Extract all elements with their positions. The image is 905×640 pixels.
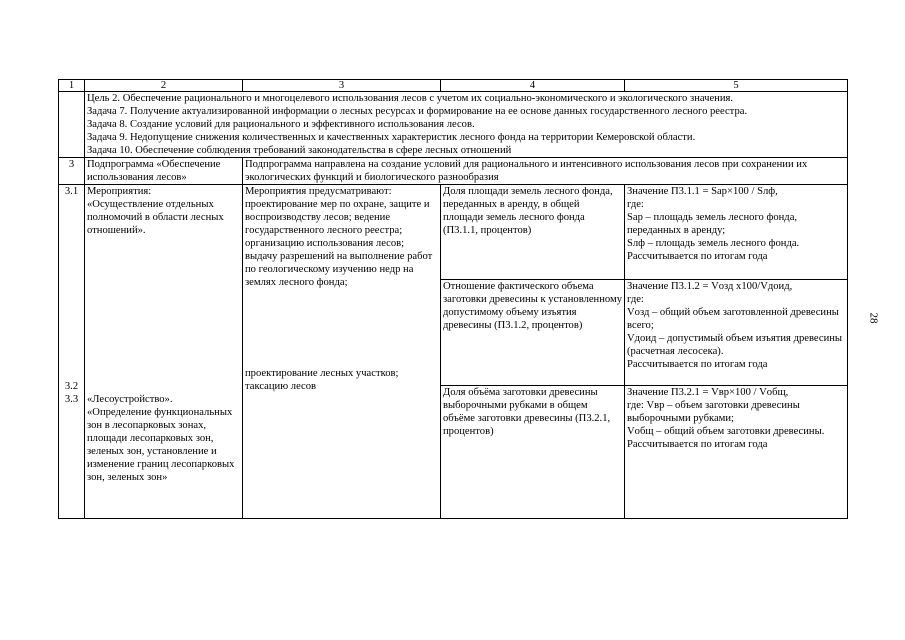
task-10-text: Задача 10. Обеспечение соблюдения требований законодательства в сфере лесных отношений — [87, 145, 512, 156]
column-header-4: 4 — [441, 80, 625, 92]
header-row — [59, 80, 848, 92]
subprogram-number: 3 — [59, 158, 85, 185]
measures-activities: Мероприятия предусматривают: проектирование мер по охране, защите и воспроизводству лесов; ведение государственного лесного реестра; организацию использования лесов; выдачу разрешений на выполнение работ по геологическому изучению недр на землях лесного фонда; проектирование лесных участков; таксацию лесов — [243, 185, 441, 519]
column-header-1: 1 — [59, 80, 85, 92]
task-8-text: Задача 8. Создание условий для рационального и эффективного использования лесов. — [87, 119, 475, 130]
indicator-3-1-1-name: Доля площади земель лесного фонда, переданных в аренду, в общей площади земель лесного фонда (П3.1.1, процентов) — [441, 185, 625, 280]
column-header-2: 2 — [85, 80, 243, 92]
program-table — [58, 79, 848, 519]
indicator-3-2-1-name: Доля объёма заготовки древесины выборочными рубками в общем объёме заготовки древесины (П3.2.1, процентов) — [441, 386, 625, 519]
measures-names: Мероприятия: «Осуществление отдельных полномочий в области лесных отношений». «Лесоустройство». «Определение функциональных зон в лесопарковых зонах, площади лесопарковых зон, зеленых зон, установление и изменение границ лесопарковых зон, зеленых зон» — [85, 185, 243, 519]
page-number: 28 — [867, 312, 880, 324]
measures-row-1 — [59, 185, 848, 280]
task-9-text: Задача 9. Недопущение снижения количественных и качественных характеристик лесного фонда на территории Кемеровской области. — [87, 132, 696, 143]
goal-row — [59, 92, 848, 158]
indicator-3-1-2-formula: Значение П3.1.2 = Vозд х100/Vдоид, где: Vозд – общий объем заготовленной древесины всего; Vдоид – допустимый объем изъятия древесины (расчетная лесосека). Рассчитывается по итогам года — [625, 280, 848, 386]
indicator-3-2-1-formula: Значение П3.2.1 = Vвр×100 / Vобщ, где: Vвр – объем заготовки древесины выборочными рубками; Vобщ – общий объем заготовки древесины. Рассчитывается по итогам года — [625, 386, 848, 519]
task-7-text: Задача 7. Получение актуализированной информации о лесных ресурсах и формирование на ее основе данных государственного лесного реестра. — [87, 106, 748, 117]
goal-cell — [85, 92, 848, 158]
column-header-3: 3 — [243, 80, 441, 92]
indicator-3-1-1-formula: Значение П3.1.1 = Sар×100 / Sлф, где: Sар – площадь земель лесного фонда, переданных в аренду; Sлф – площадь земель лесного фонда. Рассчитывается по итогам года — [625, 185, 848, 280]
measure-numbers: 3.1 3.2 3.3 — [59, 185, 85, 519]
indicator-3-1-2-name: Отношение фактического объема заготовки древесины к установленному допустимому объему изъятия древесины (П3.1.2, процентов) — [441, 280, 625, 386]
column-header-5: 5 — [625, 80, 848, 92]
subprogram-row — [59, 158, 848, 185]
goal-text: Цель 2. Обеспечение рационального и многоцелевого использования лесов с учетом их социально-экономического и экологического значения. — [87, 93, 734, 104]
goal-number-cell — [59, 92, 85, 158]
subprogram-name: Подпрограмма «Обеспечение использования лесов» — [85, 158, 243, 185]
subprogram-description: Подпрограмма направлена на создание условий для рационального и интенсивного использования лесов при сохранении их экологических функций и биологического разнообразия — [243, 158, 848, 185]
